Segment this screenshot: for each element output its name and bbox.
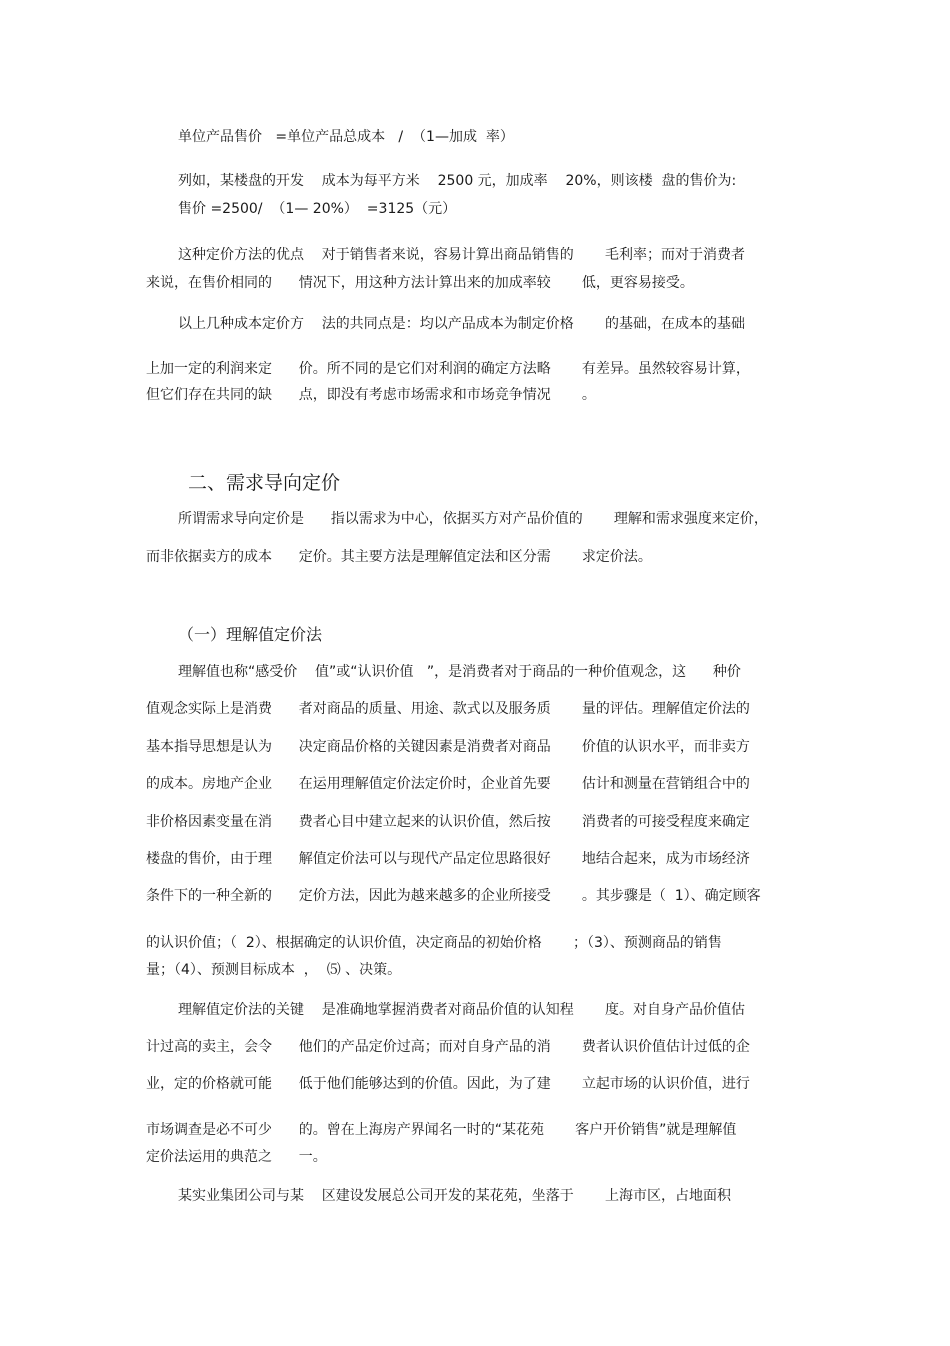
body-line: 楼盘的售价，由于理 解值定价法可以与现代产品定位思路很好 地结合起来，成为市场经济 — [146, 851, 750, 867]
body-line: 但它们存在共同的缺 点，即没有考虑市场需求和市场竞争情况 。 — [146, 387, 596, 403]
body-line: 计过高的卖主，会令 他们的产品定价过高；而对自身产品的消 费者认识价值估计过低的企 — [146, 1039, 750, 1055]
body-line: 的成本。房地产企业 在运用理解值定价法定价时，企业首先要 估计和测量在营销组合中的 — [146, 776, 750, 792]
subsection-heading: （一）理解值定价法 — [178, 625, 323, 644]
body-line: 条件下的一种全新的 定价方法，因此为越来越多的企业所接受 。其步骤是（ 1）、确定顾客 — [146, 888, 761, 904]
body-line: 单位产品售价 =单位产品总成本 / （1—加成 率） — [178, 129, 514, 145]
body-line: 值观念实际上是消费 者对商品的质量、用途、款式以及服务质 量的评估。理解值定价法的 — [146, 701, 750, 717]
body-line: 理解值定价法的关键 是准确地掌握消费者对商品价值的认知程 度。对自身产品价值估 — [178, 1002, 745, 1018]
body-line: 量；（4）、预测目标成本 ， ⑸ 、决策。 — [146, 962, 402, 978]
body-line: 非价格因素变量在消 费者心目中建立起来的认识价值，然后按 消费者的可接受程度来确定 — [146, 814, 750, 830]
body-line: 基本指导思想是认为 决定商品价格的关键因素是消费者对商品 价值的认识水平，而非卖方 — [146, 739, 750, 755]
body-line: 售价 =2500/ （1— 20%） =3125（元） — [178, 201, 457, 217]
body-line: 定价法运用的典范之 一。 — [146, 1149, 327, 1165]
body-line: 上加一定的利润来定 价。所不同的是它们对利润的确定方法略 有差异。虽然较容易计算， — [146, 361, 750, 377]
body-line: 这种定价方法的优点 对于销售者来说，容易计算出商品销售的 毛利率；而对于消费者 — [178, 247, 745, 263]
body-line: 来说，在售价相同的 情况下，用这种方法计算出来的加成率较 低，更容易接受。 — [146, 275, 694, 291]
body-line: 业，定的价格就可能 低于他们能够达到的价值。因此，为了建 立起市场的认识价值，进行 — [146, 1076, 750, 1092]
section-heading: 二、需求导向定价 — [188, 472, 341, 494]
body-line: 而非依据卖方的成本 定价。其主要方法是理解值定法和区分需 求定价法。 — [146, 549, 652, 565]
body-line: 列如，某楼盘的开发 成本为每平方米 2500 元，加成率 20%，则该楼 盘的售价为: — [178, 173, 737, 189]
body-line: 以上几种成本定价方 法的共同点是：均以产品成本为制定价格 的基础，在成本的基础 — [178, 316, 745, 332]
body-line: 某实业集团公司与某 区建设发展总公司开发的某花苑，坐落于 上海市区，占地面积 — [178, 1188, 731, 1204]
body-line: 市场调查是必不可少 的。曾在上海房产界闻名一时的“某花苑 客户开价销售”就是理解值 — [146, 1122, 737, 1138]
body-line: 的认识价值；（ 2）、根据确定的认识价值，决定商品的初始价格 ；（3）、预测商品的销售 — [146, 935, 722, 951]
body-line: 理解值也称“感受价 值”或“认识价值 ”，是消费者对于商品的一种价值观念，这 种价 — [178, 664, 741, 680]
body-line: 所谓需求导向定价是 指以需求为中心，依据买方对产品价值的 理解和需求强度来定价， — [178, 511, 768, 527]
